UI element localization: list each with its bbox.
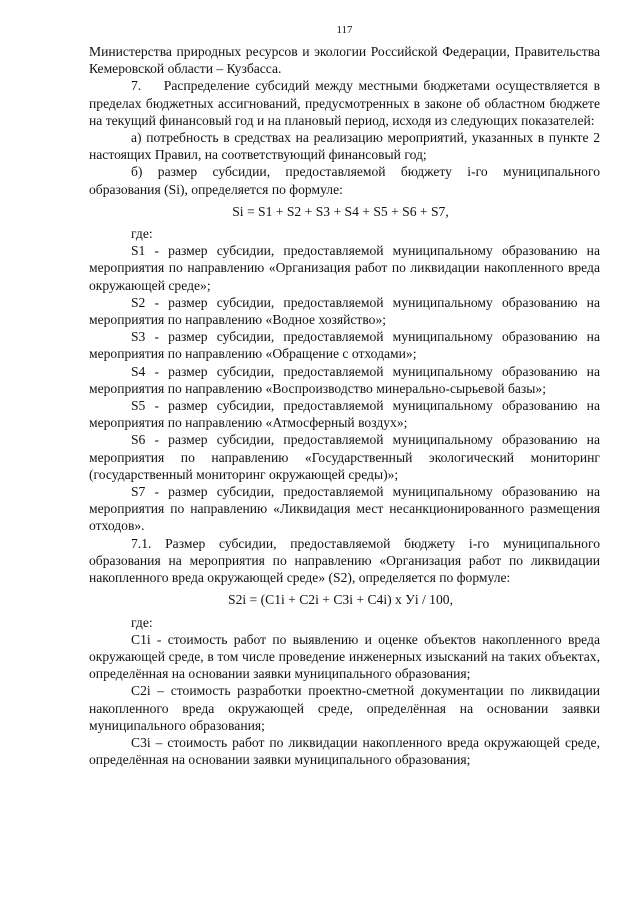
definition-s5: S5 - размер субсидии, предоставляемой муниципальному образованию на мероприятия по направлению «Атмосферный воздух»;	[89, 398, 600, 431]
definition-s1: S1 - размер субсидии, предоставляемой муниципальному образованию на мероприятия по направлению «Организация работ по ликвидации накопленного вреда окружающей среде»;	[89, 243, 600, 293]
formula-s2i: S2i = (C1i + C2i + C3i + C4i) х Уi / 100,	[228, 592, 453, 608]
formula-si: Si = S1 + S2 + S3 + S4 + S5 + S6 + S7,	[232, 203, 449, 219]
paragraph-continuation: Министерства природных ресурсов и экологии Российской Федерации, Правительства Кемеровской области – Кузбасса.	[89, 44, 600, 77]
definition-s7: S7 - размер субсидии, предоставляемой муниципальному образованию на мероприятия по направлению «Ликвидация мест несанкционированного размещения отходов».	[89, 484, 600, 534]
where-label: где:	[131, 614, 153, 630]
page-number: 117	[336, 24, 353, 36]
definition-c3i: C3i – стоимость работ по ликвидации накопленного вреда окружающей среде, определённая на основании заявки муниципального образования;	[89, 734, 600, 768]
paragraph-sub-a: а) потребность в средствах на реализацию мероприятий, указанных в пункте 2 настоящих Правил, на соответствующий финансовый год;	[89, 130, 600, 163]
definition-c2i: C2i – стоимость разработки проектно-сметной документации по ликвидации накопленного вреда окружающей среде, определённая на основании заявки муниципального образования;	[89, 683, 600, 733]
paragraph-item-7-1: 7.1. Размер субсидии, предоставляемой бюджету i-го муниципального образования на мероприятия по направлению «Организация работ по ликвидации накопленного вреда окружающей среде» (S2), определяется по формуле:	[89, 535, 600, 586]
paragraph-item-7: 7. Распределение субсидий между местными бюджетами осуществляется в пределах бюджетных ассигнований, предусмотренных в законе об областном бюджете на текущий финансовый год и на плановый период, исходя из следующих показателей:	[89, 78, 600, 128]
definition-s6: S6 - размер субсидии, предоставляемой муниципальному образованию на мероприятия по направлению «Государственный экологический мониторинг (государственный мониторинг окружающей среды)»;	[89, 432, 600, 482]
paragraph-sub-b: б) размер субсидии, предоставляемой бюджету i-го муниципального образования (Si), определяется по формуле:	[89, 164, 600, 197]
where-label: где:	[131, 226, 153, 242]
definition-c1i: С1i - стоимость работ по выявлению и оценке объектов накопленного вреда окружающей среде, в том числе проведение инженерных изысканий на таких объектах, определённая на основании заявки муниципального образования;	[89, 631, 600, 682]
definition-s4: S4 - размер субсидии, предоставляемой муниципальному образованию на мероприятия по направлению «Воспроизводство минерально-сырьевой базы»;	[89, 363, 600, 396]
definition-s3: S3 - размер субсидии, предоставляемой муниципальному образованию на мероприятия по направлению «Обращение с отходами»;	[89, 329, 600, 362]
definition-s2: S2 - размер субсидии, предоставляемой муниципальному образованию на мероприятия по направлению «Водное хозяйство»;	[89, 294, 600, 328]
